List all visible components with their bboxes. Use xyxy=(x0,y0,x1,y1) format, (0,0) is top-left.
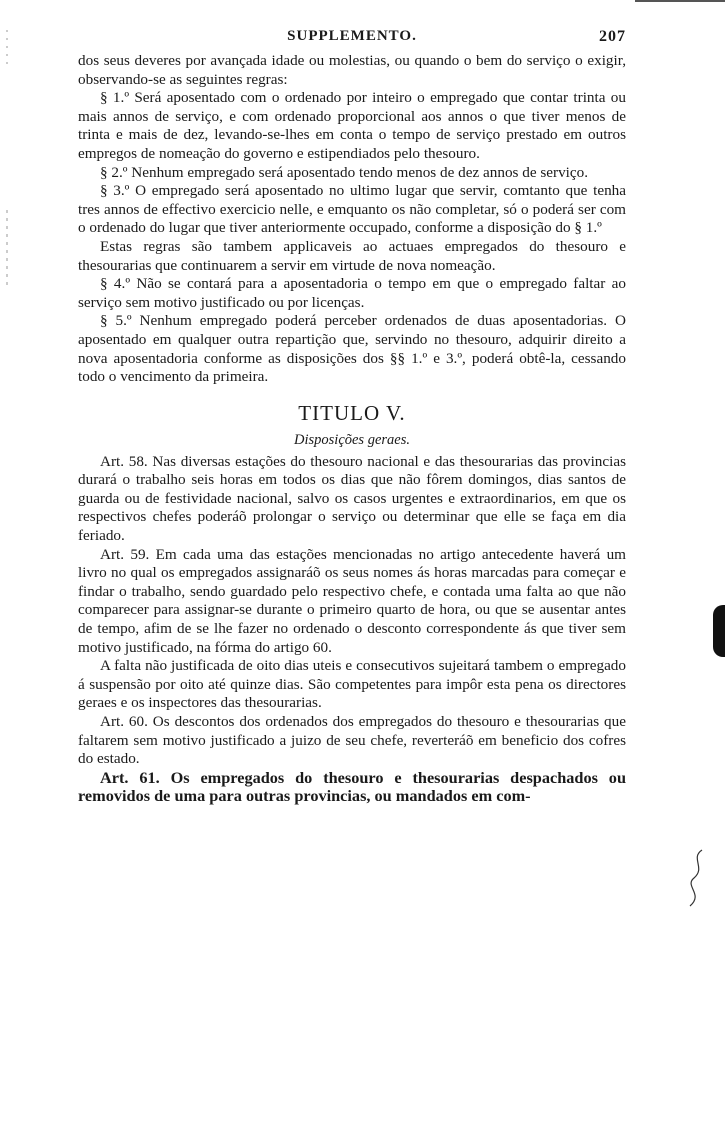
margin-bracket-mark xyxy=(680,848,710,908)
page xyxy=(78,28,626,806)
paragraph: § 4.º Não se contará para a aposentadoria o tempo em que o empregado faltar ao serviço sem motivo justificado ou por licenças. xyxy=(78,275,626,311)
paragraph: dos seus deveres por avançada idade ou molestias, ou quando o bem do serviço o exigir, observando-se as seguintes regras: xyxy=(78,52,626,88)
paragraph: Estas regras são tambem applicaveis ao actuaes empregados do thesouro e thesourarias que continuarem a servir em virtude de nova nomeação. xyxy=(78,237,626,274)
paragraph: § 3.º O empregado será aposentado no ultimo lugar que servir, comtanto que tenha tres annos de effectivo exercicio nelle, e emquanto os não completar, só o poderá ser com o ordenado do lugar que tiver anteriormente occupado, conforme a disposição do § 1.º xyxy=(78,182,626,237)
left-margin-specks xyxy=(4,30,10,290)
top-edge-rule xyxy=(635,0,725,2)
paragraph: § 1.º Será aposentado com o ordenado por inteiro o empregado que contar trinta ou mais annos de serviço, e com ordenado proporcional aos annos o que tiver menos de trinta e mais de dez, levando-se-lhes em conta o tempo de serviço prestado em outros empregos de nomeação do governo e estipendiados pelo thesouro. xyxy=(78,89,626,162)
paragraph: A falta não justificada de oito dias uteis e consecutivos sujeitará tambem o empregado á suspensão por oito até quinze dias. São competentes para impôr esta pena os directores geraes e os inspectores das thesourarias. xyxy=(78,657,626,712)
paragraph: § 5.º Nenhum empregado poderá perceber ordenados de duas aposentadorias. O aposentado em qualquer outra repartição que, servindo no thesouro, adquirir direito a nova aposentadoria conforme as disposições dos §§ 1.º e 3.º, poderá obtê-la, cessando todo o vencimento da primeira. xyxy=(78,312,626,386)
right-edge-tab xyxy=(713,605,725,657)
text-block-top xyxy=(78,52,626,387)
paragraph: § 2.º Nenhum empregado será aposentado tendo menos de dez annos de serviço. xyxy=(100,163,589,181)
page-number: 207 xyxy=(599,28,626,45)
section-subtitle: Disposições geraes. xyxy=(294,431,410,448)
page-header xyxy=(78,28,626,52)
text-block-bottom xyxy=(78,453,626,806)
paragraph: Art. 59. Em cada uma das estações mencionadas no artigo antecedente haverá um livro no qual os empregados assignaráõ os seus nomes ás horas marcadas para começar e findar o trabalho, sendo guardado pelo respectivo chefe, e contada uma falta ao que não comparecer para assignar-se durante o primeiro quarto de hora, ou que se ausentar antes de tempo, afim de se lhe fazer no ordenado o desconto correspondente ás que tiver sem motivo justificado, na fórma do artigo 60. xyxy=(78,545,626,656)
running-title: SUPPLEMENTO. xyxy=(287,28,417,44)
section-title: TITULO V. xyxy=(298,400,406,425)
paragraph: Art. 58. Nas diversas estações do thesouro nacional e das thesourarias das provincias durará o trabalho seis horas em todos os dias que não fôrem domingos, dias santos de guarda ou de festividade nacional, salvo os casos urgentes e extraordinarios, em que os respectivos chefes poderáõ prolongar o serviço ou determinar que elle se faça em dia feriado. xyxy=(78,452,626,545)
paragraph: Art. 61. Os empregados do thesouro e thesourarias despachados ou removidos de uma para outras provincias, ou mandados em com- xyxy=(78,767,626,806)
paragraph: Art. 60. Os descontos dos ordenados dos empregados do thesouro e thesourarias que faltarem sem motivo justificado a juizo de seu chefe, reverteráõ em beneficio dos cofres do estado. xyxy=(78,713,626,768)
